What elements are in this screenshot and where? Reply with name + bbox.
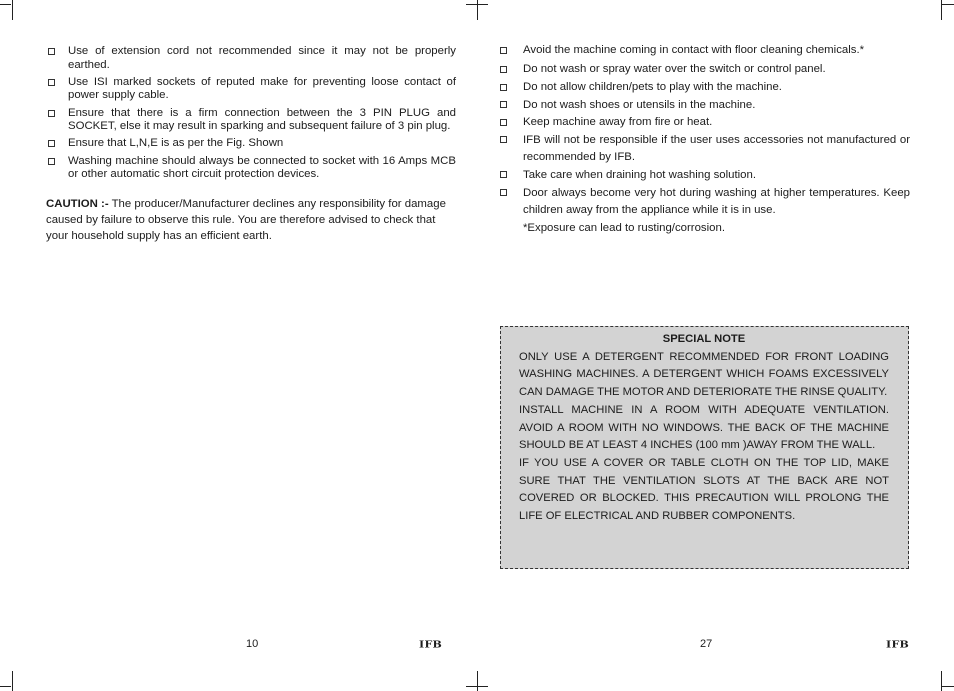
bullet-fire-heat: Keep machine away from fire or heat. [498,114,910,132]
crop-mark-bottom-left-v [12,671,13,691]
checkbox-bullet-icon [500,84,507,91]
crop-mark-bottom-right-v [941,671,942,691]
right-page-content [498,44,910,237]
bullet-firm-connection: Ensure that there is a firm connection between the 3 PIN PLUG and SOCKET, else it may result in sparking and subsequent failure of 3 pin plug. [46,107,456,134]
checkbox-bullet-icon [500,119,507,126]
checkbox-bullet-icon [500,136,507,143]
checkbox-bullet-icon [48,140,55,147]
bullet-door-hot: Door always become very hot during washing at higher temperatures. Keep children away from the appliance while it is in use. [498,185,910,220]
bullet-isi-sockets: Use ISI marked sockets of reputed make for preventing loose contact of power supply cable. [46,76,456,103]
ifb-logo-right: IFB [886,638,910,651]
crop-mark-bottom-right-h [942,686,954,687]
checkbox-bullet-icon [48,79,55,86]
special-note-paragraph: INSTALL MACHINE IN A ROOM WITH ADEQUATE VENTILATION. AVOID A ROOM WITH NO WINDOWS. THE BACK OF THE MACHINE SHOULD BE AT LEAST 4 INCHES (100 mm )AWAY FROM THE WALL. [519,403,889,452]
bullet-floor-chemicals: Avoid the machine coming in contact with floor cleaning chemicals.* [498,44,910,57]
bullet-lne: Ensure that L,N,E is as per the Fig. Shown [46,137,456,151]
bullet-mcb: Washing machine should always be connected to socket with 16 Amps MCB or other automatic short circuit protection devices. [46,155,456,182]
bullet-shoes-utensils: Do not wash shoes or utensils in the machine. [498,97,910,115]
crop-mark-top-right-h [942,4,954,5]
caution-label: CAUTION :- [46,197,109,210]
special-note-title: SPECIAL NOTE [662,333,746,345]
special-note-paragraph: ONLY USE A DETERGENT RECOMMENDED FOR FRONT LOADING WASHING MACHINES. A DETERGENT WHICH FOAMS EXCESSIVELY CAN DAMAGE THE MOTOR AND DETERIORATE THE RINSE QUALITY. [519,350,889,399]
checkbox-bullet-icon [500,101,507,108]
special-note-box [500,326,909,569]
crop-mark-bottom-left-h [0,686,11,687]
checkbox-bullet-icon [48,110,55,117]
checkbox-bullet-icon [500,171,507,178]
special-note-paragraph: IF YOU USE A COVER OR TABLE CLOTH ON THE TOP LID, MAKE SURE THAT THE VENTILATION SLOTS AT THE BACK ARE NOT COVERED OR BLOCKED. THIS PRECAUTION WILL PROLONG THE LIFE OF ELECTRICAL AND RUBBER COMPONENTS. [519,456,889,523]
footnote: *Exposure can lead to rusting/corrosion. [523,221,725,234]
page-number-right: 27 [700,638,713,650]
crop-mark-top-center-h [466,4,488,5]
crop-mark-bottom-center-h [466,686,488,687]
left-page-content [46,45,456,244]
page-number-left: 10 [246,638,259,650]
bullet-children-pets: Do not allow children/pets to play with the machine. [498,79,910,97]
crop-mark-top-left-v [12,0,13,20]
crop-mark-top-right-v [941,0,942,20]
checkbox-bullet-icon [48,48,55,55]
checkbox-bullet-icon [500,66,507,73]
bullet-no-spray: Do not wash or spray water over the switch or control panel. [498,61,910,79]
bullet-accessories: IFB will not be responsible if the user uses accessories not manufactured or recommended by IFB. [498,132,910,167]
caution-text: The producer/Manufacturer declines any responsibility for damage caused by failure to observe this rule. You are therefore advised to check that your household supply has an efficient earth. [46,197,446,243]
bullet-hot-solution: Take care when draining hot washing solution. [498,167,910,185]
crop-mark-top-left-h [0,4,11,5]
checkbox-bullet-icon [48,158,55,165]
crop-mark-top-center-v [477,0,478,20]
crop-mark-bottom-center-v [477,671,478,691]
bullet-extension-cord: Use of extension cord not recommended since it may not be properly earthed. [46,45,456,72]
checkbox-bullet-icon [500,47,507,54]
checkbox-bullet-icon [500,189,507,196]
ifb-logo-left: IFB [419,638,443,651]
caution-paragraph [46,196,456,245]
